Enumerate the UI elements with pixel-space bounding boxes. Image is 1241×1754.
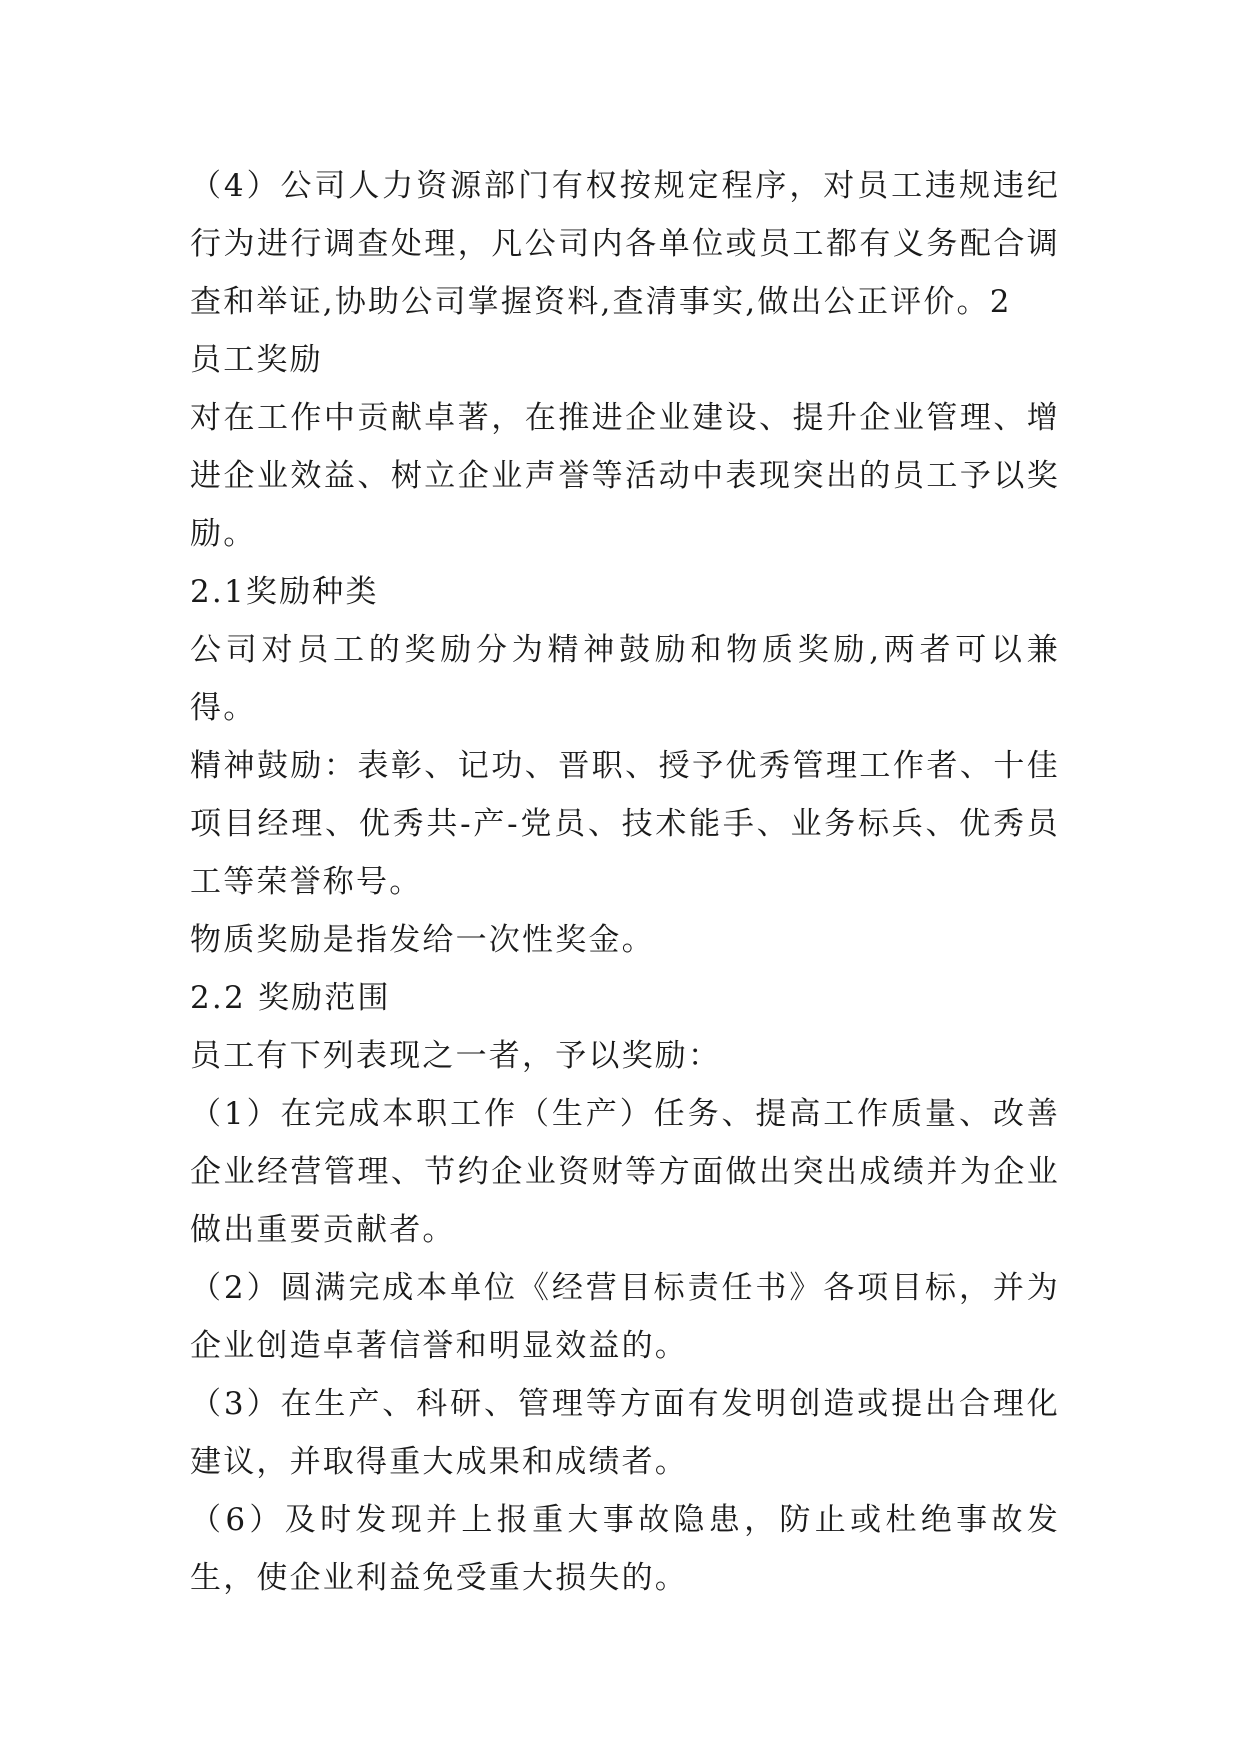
subsection-heading-reward-scope: 2.2 奖励范围 (190, 980, 391, 1016)
list-item-scope-6: （6）及时发现并上报重大事故隐患，防止或杜绝事故发生，使企业利益免受重大损失的。 (190, 1502, 1060, 1596)
subsection-heading-reward-types: 2.1奖励种类 (190, 574, 379, 610)
paragraph-reward-intro: 对在工作中贡献卓著，在推进企业建设、提升企业管理、增进企业效益、树立企业声誉等活动中表现突出的员工予以奖励。 (190, 400, 1060, 552)
list-item-scope-3: （3）在生产、科研、管理等方面有发明创造或提出合理化建议，并取得重大成果和成绩者。 (190, 1386, 1060, 1480)
paragraph-investigation: （4）公司人力资源部门有权按规定程序，对员工违规违纪行为进行调查处理，凡公司内各单位或员工都有义务配合调查和举证,协助公司掌握资料,查清事实,做出公正评价。2 (190, 168, 1060, 320)
document-body (190, 157, 1060, 1607)
paragraph-material-rewards: 物质奖励是指发给一次性奖金。 (190, 922, 655, 958)
paragraph-spiritual-rewards: 精神鼓励：表彰、记功、晋职、授予优秀管理工作者、十佳项目经理、优秀共-产-党员、技术能手、业务标兵、优秀员工等荣誉称号。 (190, 748, 1060, 900)
list-item-scope-1: （1）在完成本职工作（生产）任务、提高工作质量、改善企业经营管理、节约企业资财等方面做出突出成绩并为企业做出重要贡献者。 (190, 1096, 1060, 1248)
paragraph-scope-intro: 员工有下列表现之一者，予以奖励： (190, 1038, 722, 1074)
section-heading-employee-rewards: 员工奖励 (190, 342, 323, 378)
paragraph-reward-categories: 公司对员工的奖励分为精神鼓励和物质奖励,两者可以兼得。 (190, 632, 1060, 726)
list-item-scope-2: （2）圆满完成本单位《经营目标责任书》各项目标，并为企业创造卓著信誉和明显效益的。 (190, 1270, 1060, 1364)
